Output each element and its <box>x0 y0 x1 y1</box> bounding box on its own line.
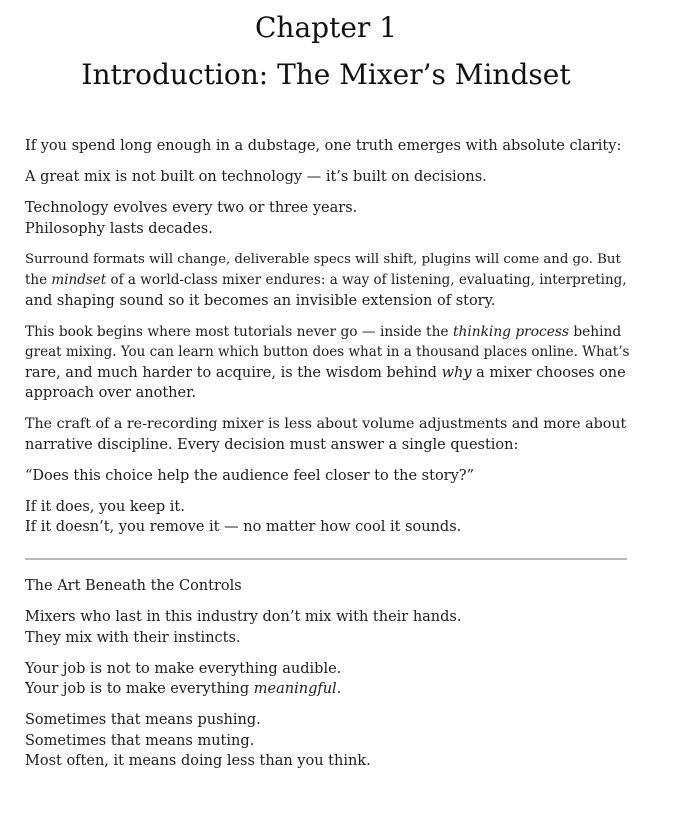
text-line: Surround formats will change, deliverable specs will shift, plugins will come and go. But <box>25 251 621 267</box>
intro-section <box>25 136 630 538</box>
emphasis-text: why <box>441 364 472 381</box>
text-run: This book begins where most tutorials never go — inside the <box>25 323 453 340</box>
controls-section <box>25 576 630 772</box>
paragraph <box>25 250 630 312</box>
quote-paragraph <box>25 466 630 487</box>
text-line <box>25 363 630 384</box>
text-run: . <box>336 681 342 697</box>
text-line: If it doesn’t, you remove it — no matter how cool it sounds. <box>25 519 462 535</box>
chapter-label: Chapter 1 <box>255 11 397 44</box>
text-line <box>25 322 630 343</box>
paragraph <box>25 167 630 188</box>
paragraph <box>25 710 630 772</box>
text-line: Philosophy lasts decades. <box>25 220 213 237</box>
text-line: “Does this choice help the audience feel closer to the story?” <box>25 467 474 484</box>
emphasis-text: thinking process <box>452 323 569 340</box>
paragraph <box>25 607 630 648</box>
paragraph <box>25 198 630 239</box>
text-run: the <box>25 272 52 288</box>
paragraph <box>25 322 630 404</box>
text-line: great mixing. You can learn which button does what in a thousand places online. What’s <box>25 344 630 360</box>
text-line: If you spend long enough in a dubstage, one truth emerges with absolute clarity: <box>25 138 622 154</box>
paragraph <box>25 659 630 700</box>
text-line: Sometimes that means pushing. <box>25 712 261 728</box>
text-line: Sometimes that means muting. <box>25 732 255 749</box>
text-run: a mixer chooses one <box>471 364 626 381</box>
text-line: Your job is not to make everything audible. <box>25 660 342 677</box>
chapter-title: Introduction: The Mixer’s Mindset <box>81 58 571 91</box>
text-line <box>25 270 630 291</box>
text-line: and shaping sound so it becomes an invisible extension of story. <box>25 292 496 309</box>
emphasis-text: meaningful <box>253 681 337 697</box>
text-line: They mix with their instincts. <box>25 629 241 646</box>
text-line <box>25 679 630 700</box>
text-line: Technology evolves every two or three years. <box>25 200 358 216</box>
text-line: The craft of a re-recording mixer is less about volume adjustments and more about <box>25 416 627 432</box>
text-line: The Art Beneath the Controls <box>25 578 242 594</box>
section-heading <box>25 576 630 597</box>
text-line: Mixers who last in this industry don’t mix with their hands. <box>25 609 462 625</box>
paragraph <box>25 497 630 538</box>
text-line: narrative discipline. Every decision must answer a single question: <box>25 436 519 453</box>
section-divider <box>25 558 627 560</box>
text-line: If it does, you keep it. <box>25 498 185 515</box>
text-line: approach over another. <box>25 385 197 401</box>
emphasis-text: mindset <box>51 272 107 288</box>
text-line: Most often, it means doing less than you think. <box>25 753 371 769</box>
text-run: rare, and much harder to acquire, is the wisdom behind <box>25 364 442 381</box>
text-run: of a world-class mixer endures: a way of listening, evaluating, interpreting, <box>106 272 627 288</box>
paragraph <box>25 414 630 455</box>
text-run: Your job is to make everything <box>25 681 254 697</box>
paragraph <box>25 136 630 157</box>
text-run: behind <box>568 323 622 340</box>
text-line: A great mix is not built on technology — it’s built on decisions. <box>25 169 487 185</box>
